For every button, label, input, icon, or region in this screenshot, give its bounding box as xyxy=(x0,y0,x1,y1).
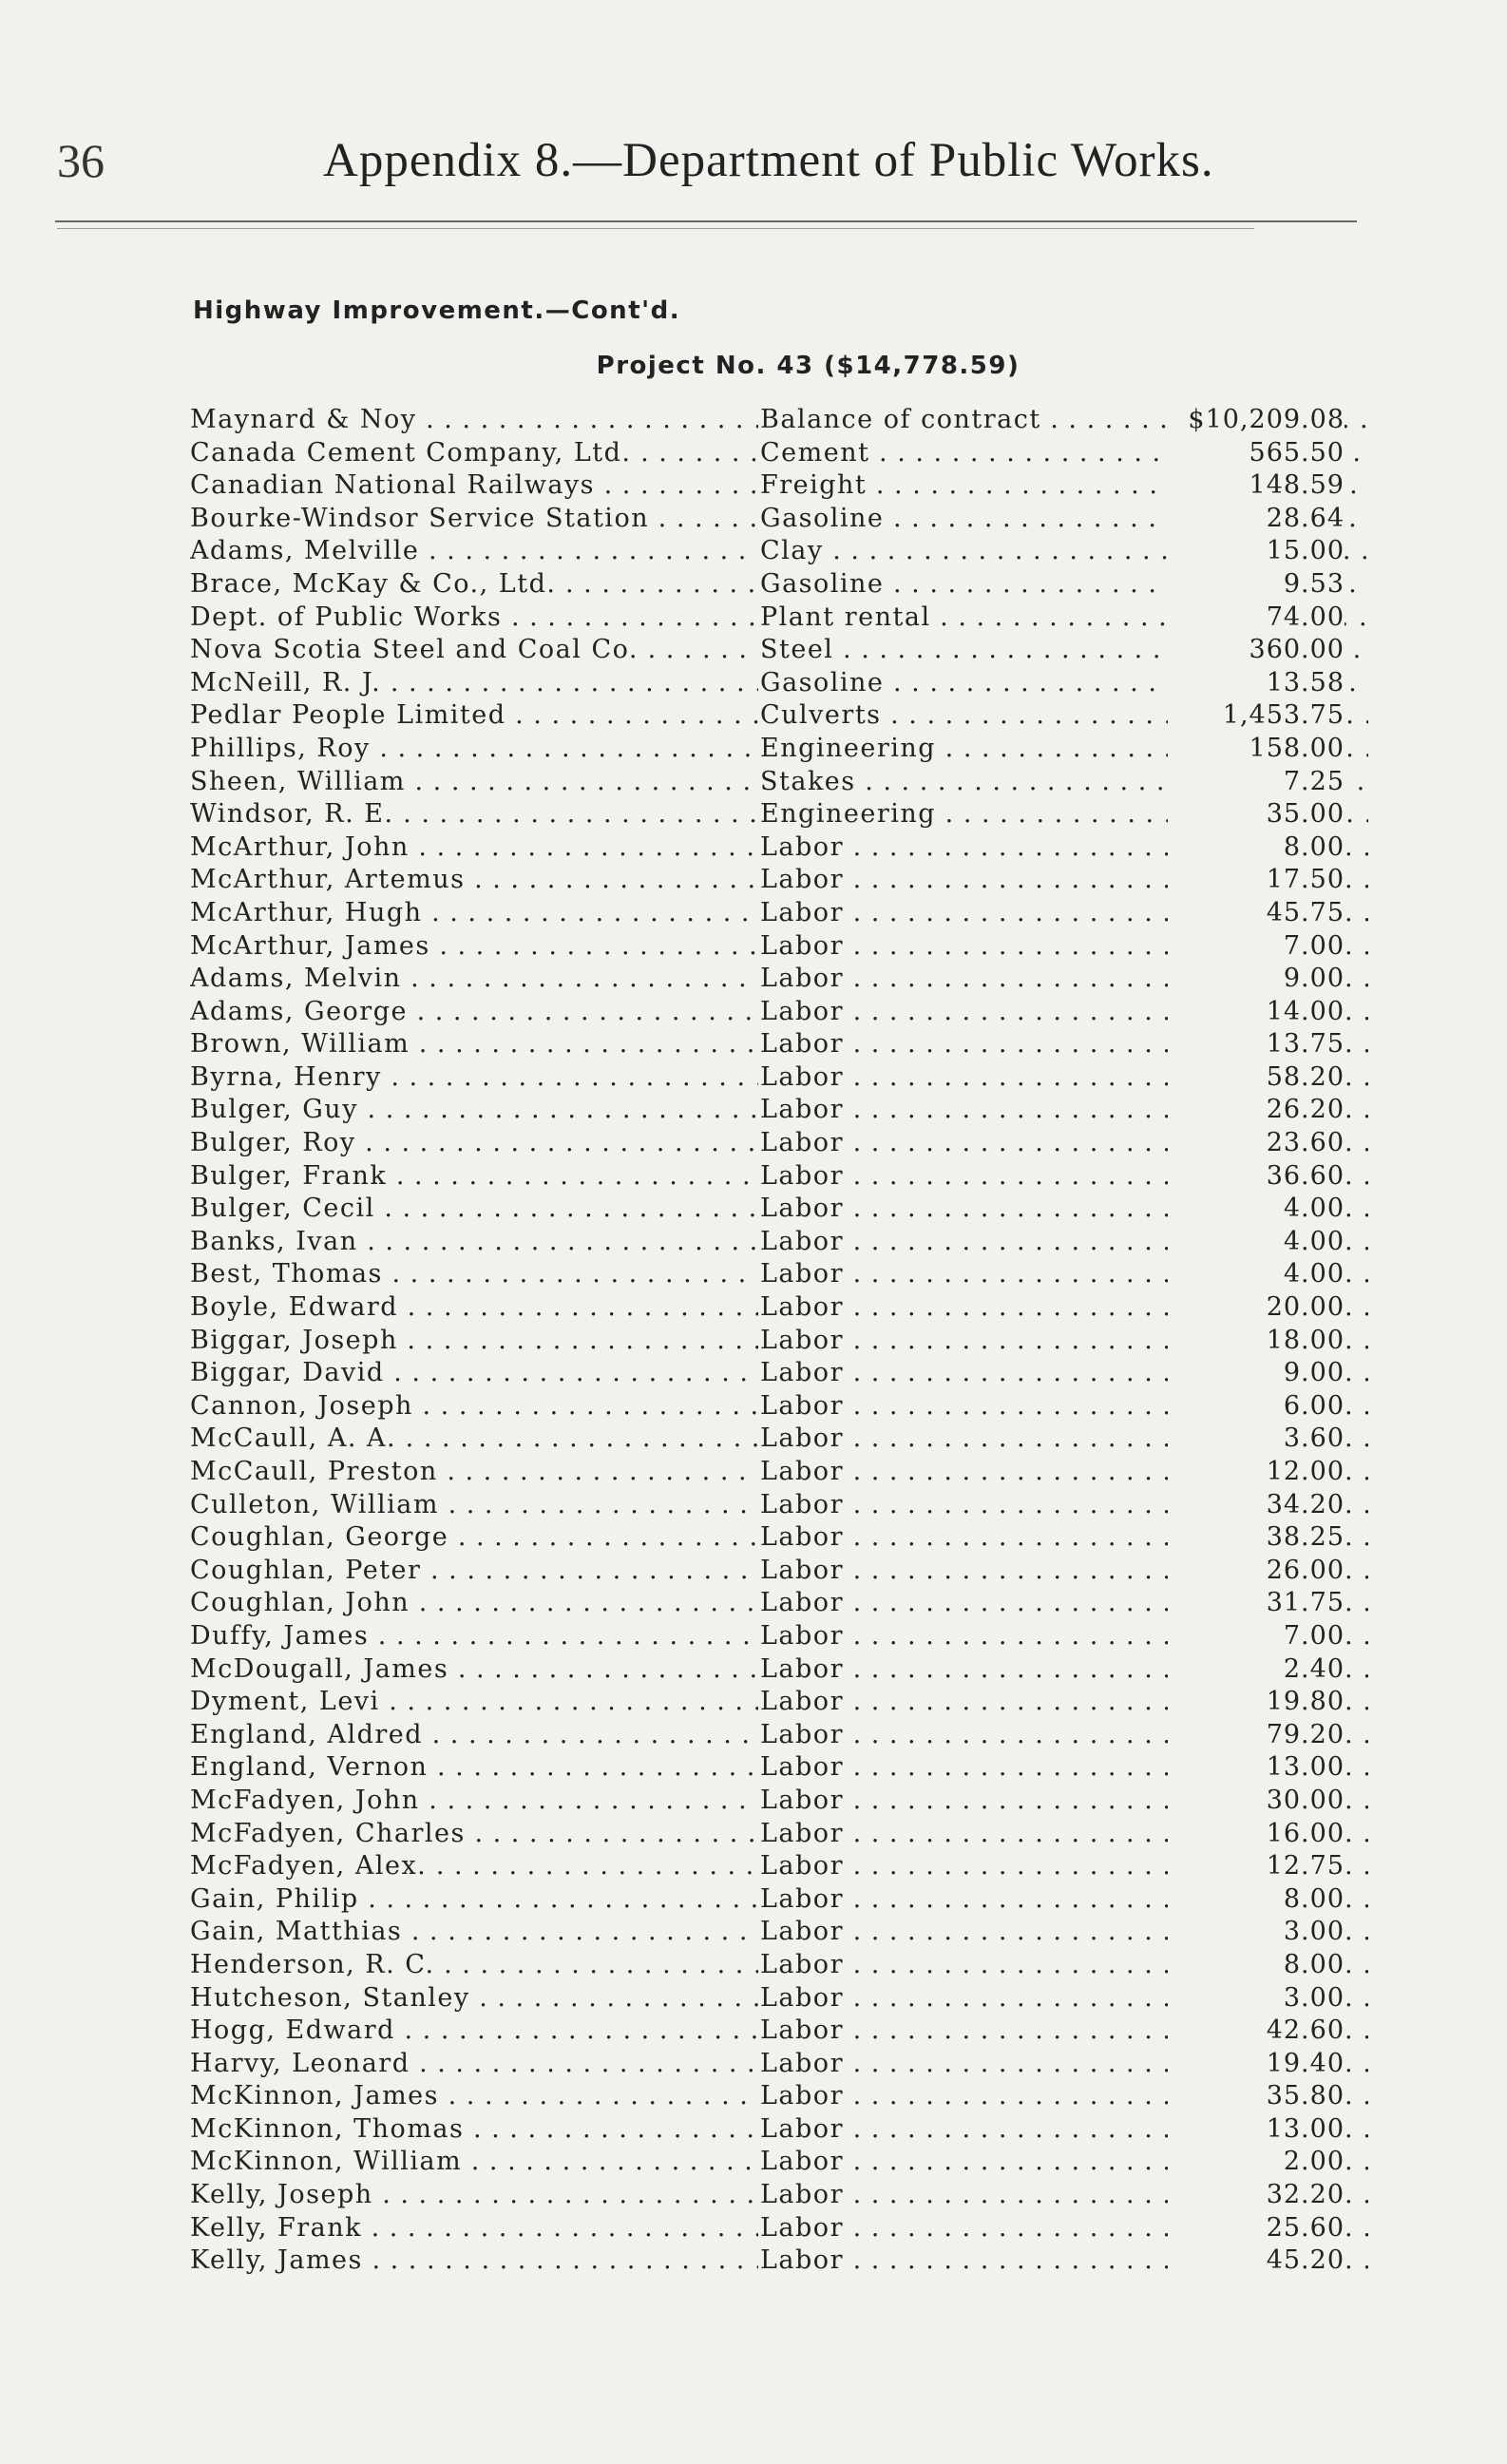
ledger-amount: 45.20 xyxy=(1168,2244,1345,2278)
ledger-row xyxy=(190,996,1345,1029)
ledger-item: Stakes . . . xyxy=(760,766,1368,799)
ledger-row xyxy=(190,1818,1345,1851)
ledger-payee: Biggar, Joseph . . . xyxy=(190,1325,758,1358)
ledger-item: Labor . . . xyxy=(760,1653,1368,1687)
ledger-payee: Duffy, James . . . xyxy=(190,1620,758,1653)
ledger-item: Labor . . . xyxy=(760,2212,1368,2245)
ledger-amount: 148.59 xyxy=(1168,469,1345,503)
ledger-payee: Canadian National Railways . . . xyxy=(190,469,758,503)
ledger-row xyxy=(190,2146,1345,2179)
ledger-row xyxy=(190,1653,1345,1687)
ledger-amount: 1,453.75 xyxy=(1168,699,1345,733)
ledger-item: Labor . . . xyxy=(760,864,1368,897)
ledger-payee: Canada Cement Company, Ltd. . . . xyxy=(190,437,758,470)
ledger-row xyxy=(190,1357,1345,1390)
ledger-item: Steel . . . xyxy=(760,634,1368,667)
ledger-row xyxy=(190,2113,1345,2147)
ledger-row xyxy=(190,1390,1345,1423)
ledger-payee: McFadyen, Charles . . . xyxy=(190,1818,758,1851)
ledger-item: Gasoline . . . xyxy=(760,568,1368,602)
ledger-payee: Culleton, William . . . xyxy=(190,1489,758,1522)
ledger-item: Engineering . . . xyxy=(760,798,1368,831)
ledger-amount: 26.20 xyxy=(1168,1094,1345,1127)
ledger-item: Labor . . . xyxy=(760,2146,1368,2179)
ledger-item: Labor . . . xyxy=(760,930,1368,964)
ledger-payee: Brace, McKay & Co., Ltd. . . . xyxy=(190,568,758,602)
ledger-item: Labor . . . xyxy=(760,1850,1368,1883)
ledger-amount: 13.00 xyxy=(1168,1751,1345,1785)
ledger-row xyxy=(190,2179,1345,2212)
ledger-payee: Bulger, Roy . . . xyxy=(190,1127,758,1160)
ledger-payee: Kelly, Joseph . . . xyxy=(190,2179,758,2212)
ledger-row xyxy=(190,1620,1345,1653)
ledger-amount: 26.00 xyxy=(1168,1555,1345,1588)
ledger-row xyxy=(190,897,1345,930)
ledger-payee: Dyment, Levi . . . xyxy=(190,1686,758,1719)
ledger-row xyxy=(190,469,1345,503)
ledger-payee: McFadyen, Alex. . . . xyxy=(190,1850,758,1883)
ledger-row xyxy=(190,699,1345,733)
ledger-item: Labor . . . xyxy=(760,1028,1368,1061)
ledger-amount: 14.00 xyxy=(1168,996,1345,1029)
ledger-item: Labor . . . xyxy=(760,1916,1368,1949)
ledger-amount: 13.58 xyxy=(1168,667,1345,700)
ledger-item: Labor . . . xyxy=(760,1620,1368,1653)
ledger-amount: 2.00 xyxy=(1168,2146,1345,2179)
ledger-payee: McArthur, James . . . xyxy=(190,930,758,964)
ledger-amount: 7.00 xyxy=(1168,1620,1345,1653)
ledger-row xyxy=(190,634,1345,667)
ledger-amount: 9.53 xyxy=(1168,568,1345,602)
ledger-payee: Kelly, Frank . . . xyxy=(190,2212,758,2245)
ledger-payee: Adams, Melville . . . xyxy=(190,535,758,568)
ledger-item: Labor . . . xyxy=(760,1489,1368,1522)
ledger-item: Labor . . . xyxy=(760,996,1368,1029)
ledger-payee: Dept. of Public Works . . . xyxy=(190,602,758,635)
ledger-row xyxy=(190,1686,1345,1719)
ledger-payee: Coughlan, George . . . xyxy=(190,1521,758,1555)
ledger-payee: Adams, George . . . xyxy=(190,996,758,1029)
ledger-amount: 35.00 xyxy=(1168,798,1345,831)
ledger-row xyxy=(190,667,1345,700)
ledger-row xyxy=(190,1423,1345,1456)
ledger-item: Labor . . . xyxy=(760,1719,1368,1752)
ledger-item: Labor . . . xyxy=(760,963,1368,996)
ledger-payee: McKinnon, James . . . xyxy=(190,2080,758,2113)
ledger-payee: England, Aldred . . . xyxy=(190,1719,758,1752)
ledger-payee: McArthur, Artemus . . . xyxy=(190,864,758,897)
ledger-amount: 4.00 xyxy=(1168,1258,1345,1291)
ledger-payee: Cannon, Joseph . . . xyxy=(190,1390,758,1423)
ledger-item: Freight . . . xyxy=(760,469,1368,503)
ledger-amount: 23.60 xyxy=(1168,1127,1345,1160)
ledger-item: Labor . . . xyxy=(760,1226,1368,1259)
ledger-amount: 15.00 xyxy=(1168,535,1345,568)
ledger-payee: McArthur, John . . . xyxy=(190,831,758,865)
ledger-amount: 28.64 xyxy=(1168,503,1345,536)
ledger-item: Cement . . . xyxy=(760,437,1368,470)
ledger-amount: 32.20 xyxy=(1168,2179,1345,2212)
ledger-row xyxy=(190,1094,1345,1127)
ledger-amount: 79.20 xyxy=(1168,1719,1345,1752)
ledger-item: Labor . . . xyxy=(760,2244,1368,2278)
ledger-item: Labor . . . xyxy=(760,2080,1368,2113)
ledger-amount: 158.00 xyxy=(1168,733,1345,766)
ledger-amount: 4.00 xyxy=(1168,1226,1345,1259)
ledger-payee: Sheen, William . . . xyxy=(190,766,758,799)
ledger-row xyxy=(190,568,1345,602)
ledger-item: Labor . . . xyxy=(760,1423,1368,1456)
header-rule-secondary xyxy=(57,228,1254,229)
ledger-amount: 9.00 xyxy=(1168,963,1345,996)
ledger-amount: 6.00 xyxy=(1168,1390,1345,1423)
ledger-row xyxy=(190,733,1345,766)
ledger-item: Labor . . . xyxy=(760,1325,1368,1358)
ledger-row xyxy=(190,831,1345,865)
expense-ledger xyxy=(190,404,1345,2278)
ledger-row xyxy=(190,963,1345,996)
ledger-row xyxy=(190,602,1345,635)
ledger-payee: Henderson, R. C. . . . xyxy=(190,1949,758,1982)
section-heading: Highway Improvement.—Cont'd. xyxy=(193,296,681,325)
ledger-row xyxy=(190,1258,1345,1291)
ledger-item: Labor . . . xyxy=(760,1949,1368,1982)
ledger-amount: 8.00 xyxy=(1168,831,1345,865)
ledger-amount: 3.00 xyxy=(1168,1982,1345,2015)
ledger-item: Labor . . . xyxy=(760,1818,1368,1851)
ledger-payee: Maynard & Noy . . . xyxy=(190,404,758,437)
ledger-amount: 13.75 xyxy=(1168,1028,1345,1061)
ledger-amount: 25.60 xyxy=(1168,2212,1345,2245)
ledger-item: Labor . . . xyxy=(760,1127,1368,1160)
ledger-row xyxy=(190,2015,1345,2048)
ledger-item: Gasoline . . . xyxy=(760,667,1368,700)
ledger-amount: 8.00 xyxy=(1168,1883,1345,1917)
ledger-amount: 74.00 xyxy=(1168,602,1345,635)
ledger-payee: Hogg, Edward . . . xyxy=(190,2015,758,2048)
ledger-amount: 19.40 xyxy=(1168,2048,1345,2081)
header-rule xyxy=(55,220,1357,222)
ledger-amount: 19.80 xyxy=(1168,1686,1345,1719)
ledger-row xyxy=(190,1555,1345,1588)
ledger-payee: McCaull, Preston . . . xyxy=(190,1456,758,1489)
ledger-payee: Brown, William . . . xyxy=(190,1028,758,1061)
ledger-payee: Banks, Ivan . . . xyxy=(190,1226,758,1259)
ledger-row xyxy=(190,2080,1345,2113)
ledger-payee: Adams, Melvin . . . xyxy=(190,963,758,996)
ledger-payee: Bulger, Frank . . . xyxy=(190,1160,758,1194)
ledger-row xyxy=(190,1061,1345,1095)
ledger-payee: McNeill, R. J. . . . xyxy=(190,667,758,700)
ledger-item: Labor . . . xyxy=(760,1555,1368,1588)
ledger-item: Labor . . . xyxy=(760,2048,1368,2081)
ledger-amount: 45.75 xyxy=(1168,897,1345,930)
ledger-payee: Coughlan, Peter . . . xyxy=(190,1555,758,1588)
ledger-row xyxy=(190,1751,1345,1785)
ledger-payee: Gain, Philip . . . xyxy=(190,1883,758,1917)
ledger-payee: McDougall, James . . . xyxy=(190,1653,758,1687)
ledger-item: Gasoline . . . xyxy=(760,503,1368,536)
ledger-row xyxy=(190,930,1345,964)
ledger-amount: 30.00 xyxy=(1168,1785,1345,1818)
ledger-amount: 18.00 xyxy=(1168,1325,1345,1358)
ledger-payee: Windsor, R. E. . . . xyxy=(190,798,758,831)
ledger-item: Labor . . . xyxy=(760,1686,1368,1719)
ledger-item: Labor . . . xyxy=(760,2015,1368,2048)
ledger-item: Labor . . . xyxy=(760,1456,1368,1489)
ledger-amount: 2.40 xyxy=(1168,1653,1345,1687)
ledger-row xyxy=(190,1521,1345,1555)
ledger-amount: 565.50 xyxy=(1168,437,1345,470)
ledger-row xyxy=(190,503,1345,536)
ledger-item: Labor . . . xyxy=(760,1193,1368,1226)
ledger-row xyxy=(190,1949,1345,1982)
ledger-payee: Pedlar People Limited . . . xyxy=(190,699,758,733)
ledger-item: Engineering . . . xyxy=(760,733,1368,766)
ledger-row xyxy=(190,2048,1345,2081)
page-number: 36 xyxy=(57,134,105,187)
ledger-amount: 8.00 xyxy=(1168,1949,1345,1982)
ledger-row xyxy=(190,798,1345,831)
ledger-amount: 13.00 xyxy=(1168,2113,1345,2147)
ledger-amount: $10,209.08 xyxy=(1168,404,1345,437)
ledger-amount: 34.20 xyxy=(1168,1489,1345,1522)
ledger-payee: Harvy, Leonard . . . xyxy=(190,2048,758,2081)
ledger-item: Labor . . . xyxy=(760,1160,1368,1194)
ledger-row xyxy=(190,1489,1345,1522)
ledger-row xyxy=(190,1785,1345,1818)
ledger-payee: Nova Scotia Steel and Coal Co. . . . xyxy=(190,634,758,667)
ledger-item: Labor . . . xyxy=(760,1258,1368,1291)
ledger-row xyxy=(190,1916,1345,1949)
ledger-item: Culverts . . . xyxy=(760,699,1368,733)
ledger-amount: 58.20 xyxy=(1168,1061,1345,1095)
ledger-amount: 360.00 xyxy=(1168,634,1345,667)
ledger-row xyxy=(190,404,1345,437)
ledger-row xyxy=(190,1325,1345,1358)
ledger-amount: 42.60 xyxy=(1168,2015,1345,2048)
project-heading: Project No. 43 ($14,778.59) xyxy=(596,352,1021,380)
ledger-item: Labor . . . xyxy=(760,1094,1368,1127)
ledger-amount: 4.00 xyxy=(1168,1193,1345,1226)
ledger-item: Balance of contract . . . xyxy=(760,404,1368,437)
ledger-item: Labor . . . xyxy=(760,2113,1368,2147)
ledger-row xyxy=(190,2212,1345,2245)
ledger-payee: England, Vernon . . . xyxy=(190,1751,758,1785)
ledger-payee: Bourke-Windsor Service Station . . . xyxy=(190,503,758,536)
ledger-row xyxy=(190,1226,1345,1259)
ledger-item: Labor . . . xyxy=(760,1291,1368,1325)
ledger-row xyxy=(190,437,1345,470)
ledger-item: Labor . . . xyxy=(760,831,1368,865)
ledger-amount: 36.60 xyxy=(1168,1160,1345,1194)
ledger-row xyxy=(190,1291,1345,1325)
ledger-payee: Coughlan, John . . . xyxy=(190,1587,758,1620)
ledger-amount: 3.00 xyxy=(1168,1916,1345,1949)
ledger-row xyxy=(190,1850,1345,1883)
ledger-payee: McCaull, A. A. . . . xyxy=(190,1423,758,1456)
ledger-row xyxy=(190,535,1345,568)
ledger-row xyxy=(190,1028,1345,1061)
ledger-amount: 9.00 xyxy=(1168,1357,1345,1390)
ledger-row xyxy=(190,864,1345,897)
ledger-item: Labor . . . xyxy=(760,1587,1368,1620)
ledger-item: Labor . . . xyxy=(760,1061,1368,1095)
ledger-amount: 31.75 xyxy=(1168,1587,1345,1620)
ledger-payee: McKinnon, William . . . xyxy=(190,2146,758,2179)
ledger-item: Labor . . . xyxy=(760,1751,1368,1785)
ledger-payee: Byrna, Henry . . . xyxy=(190,1061,758,1095)
ledger-row xyxy=(190,1719,1345,1752)
ledger-row xyxy=(190,2244,1345,2278)
ledger-amount: 17.50 xyxy=(1168,864,1345,897)
ledger-payee: Gain, Matthias . . . xyxy=(190,1916,758,1949)
ledger-payee: Phillips, Roy . . . xyxy=(190,733,758,766)
ledger-item: Labor . . . xyxy=(760,2179,1368,2212)
ledger-payee: Biggar, David . . . xyxy=(190,1357,758,1390)
ledger-item: Labor . . . xyxy=(760,1521,1368,1555)
ledger-payee: Bulger, Cecil . . . xyxy=(190,1193,758,1226)
ledger-amount: 7.25 xyxy=(1168,766,1345,799)
ledger-amount: 16.00 xyxy=(1168,1818,1345,1851)
ledger-amount: 12.75 xyxy=(1168,1850,1345,1883)
ledger-item: Labor . . . xyxy=(760,1357,1368,1390)
ledger-payee: Kelly, James . . . xyxy=(190,2244,758,2278)
ledger-payee: Bulger, Guy . . . xyxy=(190,1094,758,1127)
ledger-row xyxy=(190,1883,1345,1917)
ledger-amount: 7.00 xyxy=(1168,930,1345,964)
ledger-row xyxy=(190,1193,1345,1226)
ledger-item: Labor . . . xyxy=(760,897,1368,930)
ledger-payee: McArthur, Hugh . . . xyxy=(190,897,758,930)
ledger-item: Plant rental . . . xyxy=(760,602,1368,635)
ledger-payee: Hutcheson, Stanley . . . xyxy=(190,1982,758,2015)
ledger-row xyxy=(190,1127,1345,1160)
ledger-item: Labor . . . xyxy=(760,1390,1368,1423)
ledger-amount: 12.00 xyxy=(1168,1456,1345,1489)
page-title: Appendix 8.—Department of Public Works. xyxy=(323,134,1214,187)
ledger-payee: Boyle, Edward . . . xyxy=(190,1291,758,1325)
ledger-amount: 35.80 xyxy=(1168,2080,1345,2113)
ledger-amount: 38.25 xyxy=(1168,1521,1345,1555)
ledger-item: Labor . . . xyxy=(760,1785,1368,1818)
ledger-amount: 3.60 xyxy=(1168,1423,1345,1456)
ledger-item: Labor . . . xyxy=(760,1982,1368,2015)
ledger-row xyxy=(190,1982,1345,2015)
ledger-item: Clay . . . xyxy=(760,535,1368,568)
ledger-row xyxy=(190,766,1345,799)
ledger-row xyxy=(190,1160,1345,1194)
ledger-payee: Best, Thomas . . . xyxy=(190,1258,758,1291)
ledger-row xyxy=(190,1587,1345,1620)
ledger-payee: McFadyen, John . . . xyxy=(190,1785,758,1818)
ledger-row xyxy=(190,1456,1345,1489)
ledger-item: Labor . . . xyxy=(760,1883,1368,1917)
ledger-amount: 20.00 xyxy=(1168,1291,1345,1325)
project-heading-wrap xyxy=(0,352,1507,380)
ledger-payee: McKinnon, Thomas . . . xyxy=(190,2113,758,2147)
